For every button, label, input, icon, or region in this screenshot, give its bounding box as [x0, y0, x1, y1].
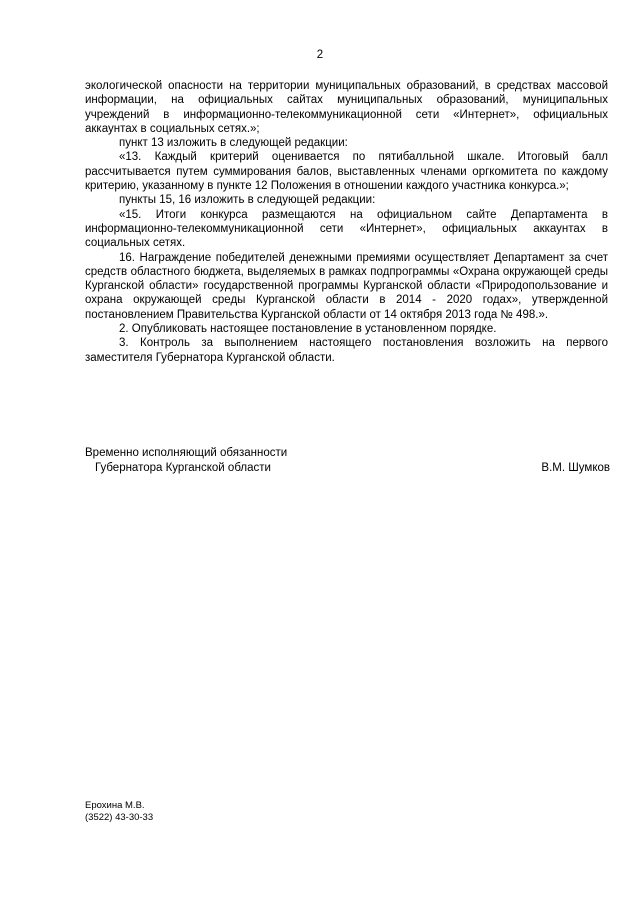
- paragraph: пункты 15, 16 изложить в следующей редакции:: [119, 194, 376, 207]
- page-number: 2: [316, 49, 324, 61]
- paragraph: 2. Опубликовать настоящее постановление в установленном порядке.: [119, 323, 497, 336]
- paragraph: пункт 13 изложить в следующей редакции:: [119, 137, 348, 150]
- paragraph: «13. Каждый критерий оценивается по пятибалльной шкале. Итоговый балл рассчитывается путем суммирования балов, выставленных членами оргкомитета по каждому критерию, указанному в пункте 12 Положения в отношении каждого участника конкурса.»;: [85, 151, 608, 193]
- paragraph: «15. Итоги конкурса размещаются на официальном сайте Департамента в информационно-телекоммуникационной сети «Интернет», официальных аккаунтах в социальных сетях.: [85, 208, 608, 250]
- signatory-position: [85, 446, 287, 476]
- paragraph: 16. Награждение победителей денежными премиями осуществляет Департамент за счет средств областного бюджета, выделяемых в рамках подпрограммы «Охрана окружающей среды Курганской области» государственной программы Курганской области «Природопользование и охрана окружающей среды Курганской области в 2014 - 2020 годах», утвержденной постановлением Правительства Курганской области от 14 октября 2013 года № 498.».: [85, 251, 608, 321]
- executor-block: [85, 800, 153, 824]
- paragraph: 3. Контроль за выполнением настоящего постановления возложить на первого заместителя Губернатора Курганской области.: [85, 337, 608, 364]
- signatory-name: В.М. Шумков: [541, 462, 610, 474]
- executor-phone: (3522) 43-30-33: [85, 812, 154, 823]
- document-body: [85, 79, 608, 365]
- paragraph: экологической опасности на территории муниципальных образований, в средствах массовой информации, на официальных сайтах муниципальных образований, муниципальных учреждений в информационно-телекоммуникационной сети «Интернет», официальных аккаунтах в социальных сетях.»;: [85, 80, 608, 135]
- position-line-1: Временно исполняющий обязанности: [85, 447, 288, 459]
- executor-name: Ерохина М.В.: [85, 800, 145, 811]
- position-line-2: Губернатора Курганской области: [95, 462, 271, 474]
